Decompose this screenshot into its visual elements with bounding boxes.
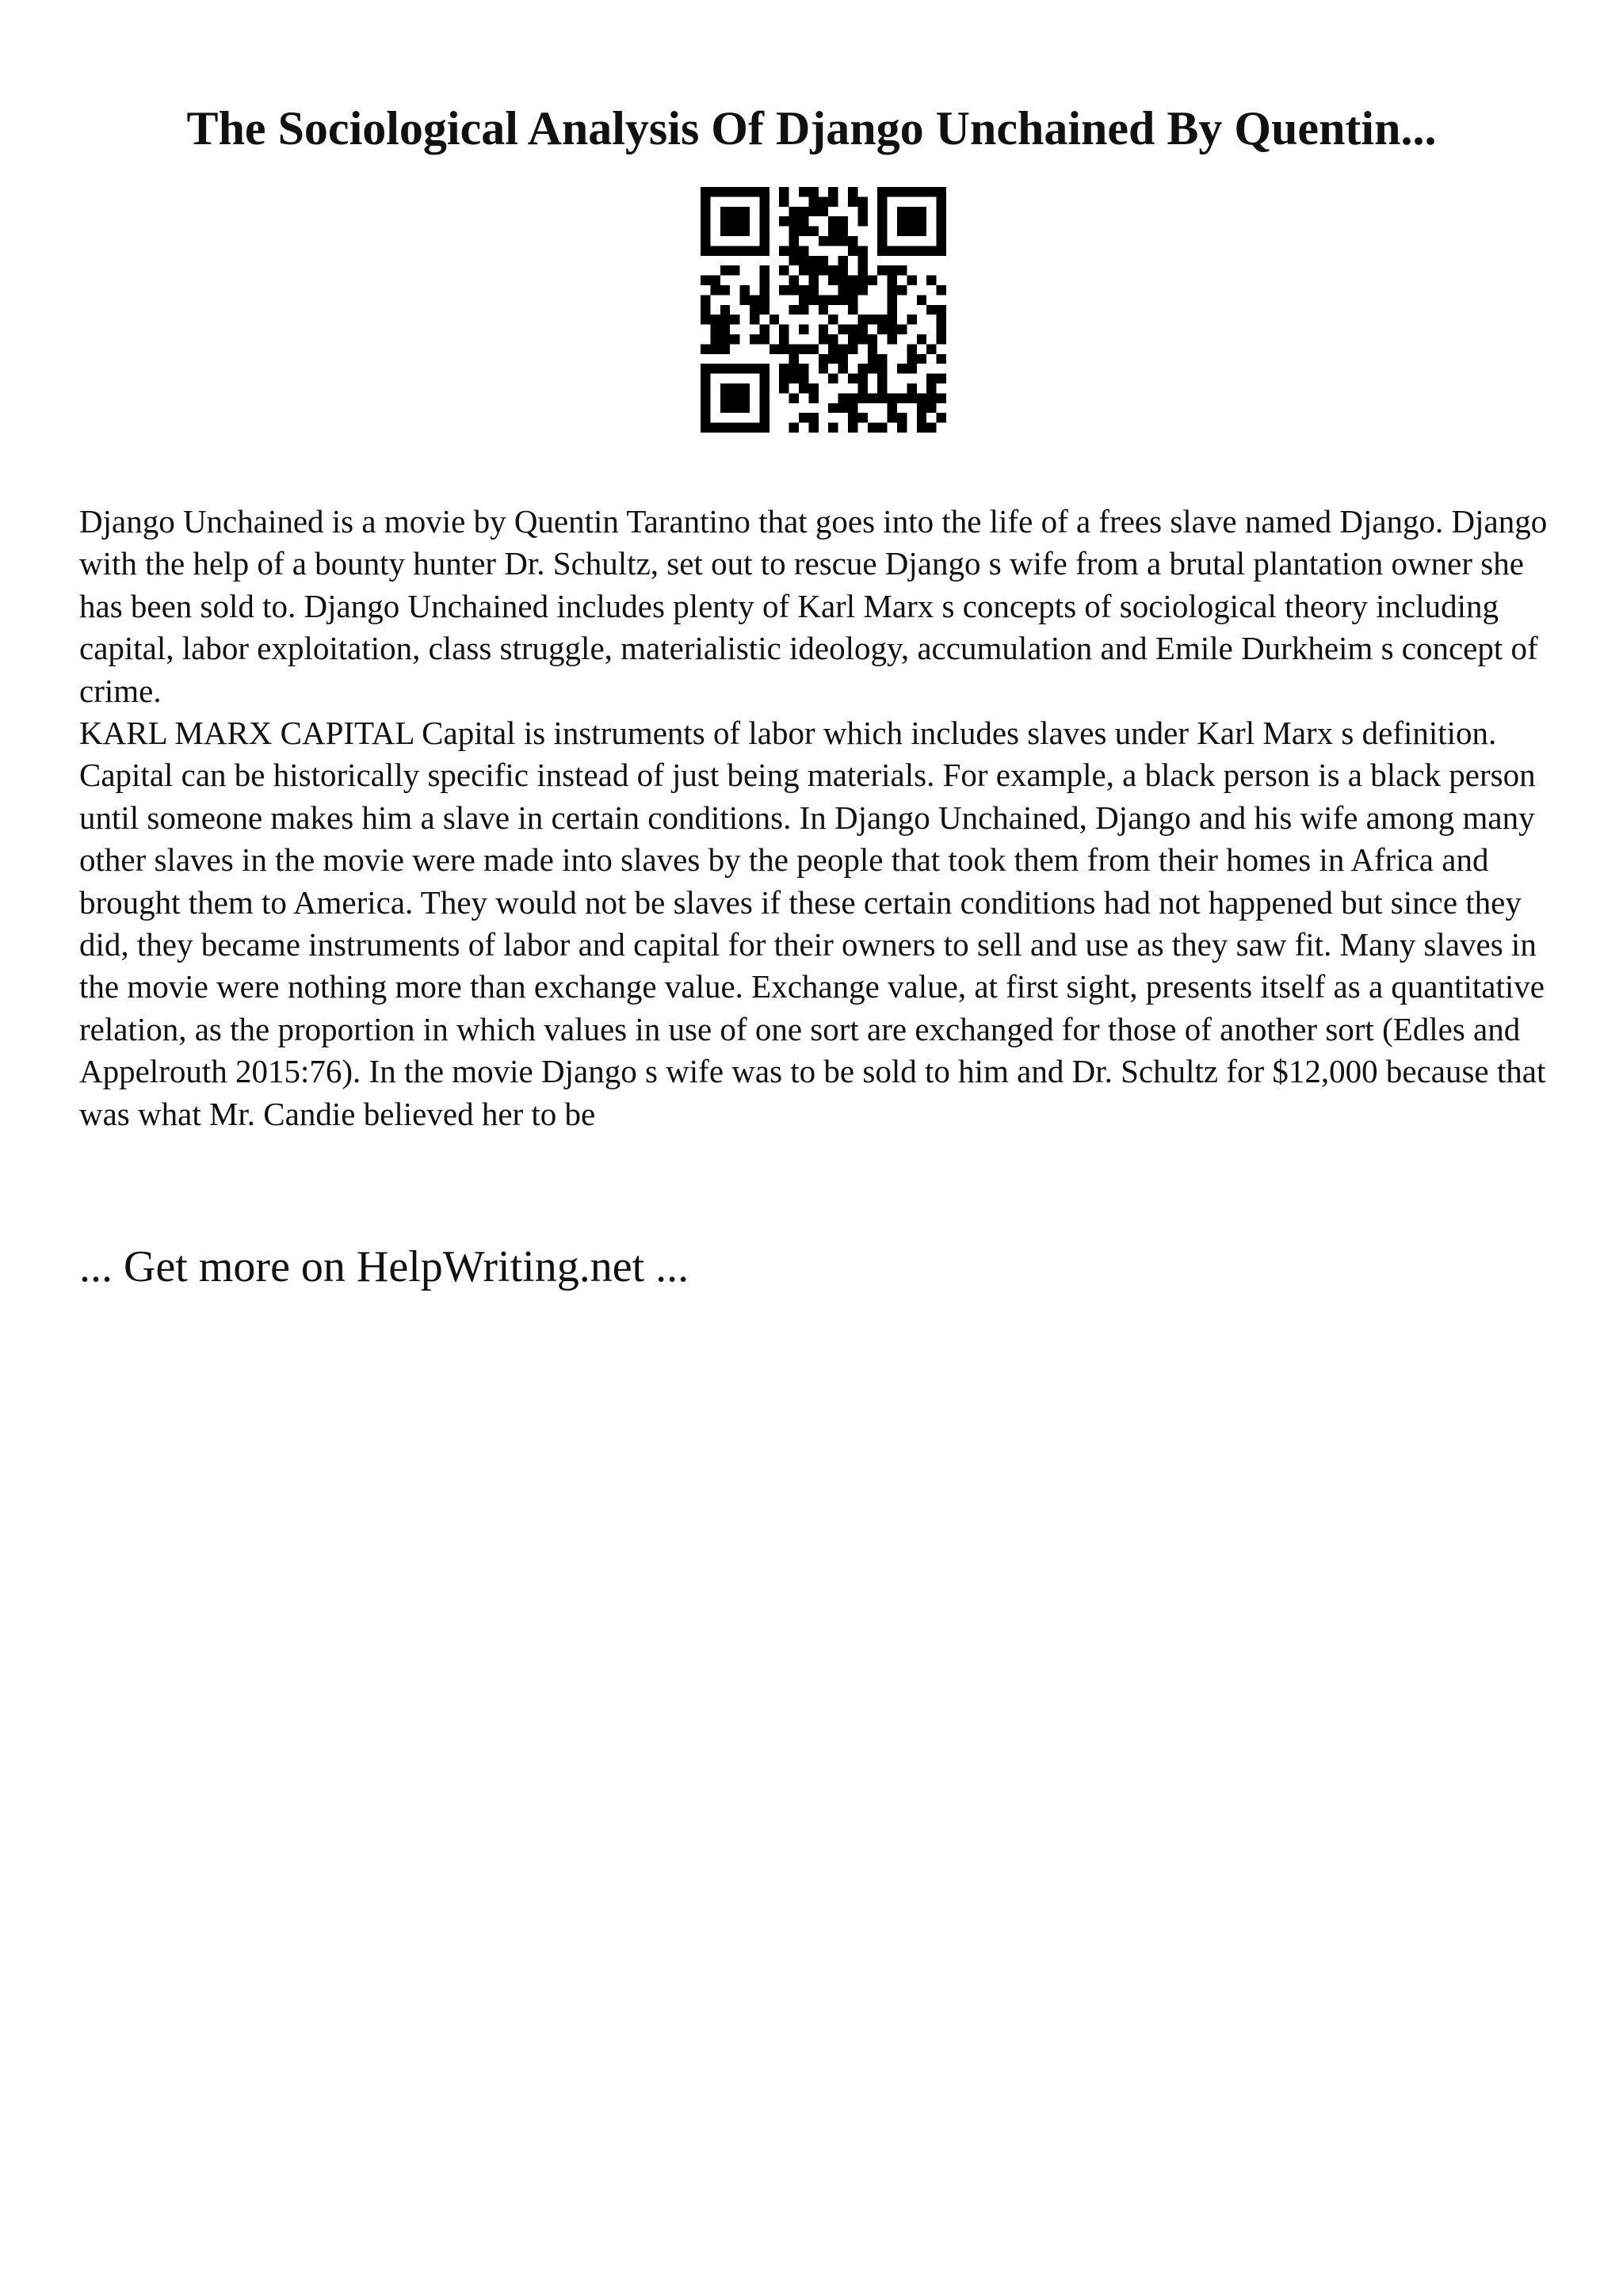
qr-code-icon [701,187,946,433]
document-title: The Sociological Analysis Of Django Unchained By Quentin... [186,102,1437,154]
paragraph-intro: Django Unchained is a movie by Quentin Tarantino that goes into the life of a frees slave named Django. Django with the help of a bounty hunter Dr. Schultz, set out to rescue Django s wife from a brutal plantation owner she has been sold to. Django Unchained includes plenty of Karl Marx s concepts of sociological theory including capital, labor exploitation, class struggle, materialistic ideology, accumulation and Emile Durkheim s concept of crime. [79,503,1548,709]
paragraph-capital: KARL MARX CAPITAL Capital is instruments of labor which includes slaves under Karl Marx s definition. Capital can be historically specific instead of just being materials. For example, a black person is a black person until someone makes him a slave in certain conditions. In Django Unchained, Django and his wife among many other slaves in the movie were made into slaves by the people that took them from their homes in Africa and brought them to America. They would not be slaves if these certain conditions had not happened but since they did, they became instruments of labor and capital for their owners to sell and use as they saw fit. Many slaves in the movie were nothing more than exchange value. Exchange value, at first sight, presents itself as a quantitative relation, as the proportion in which values in use of one sort are exchanged for those of another sort (Edles and Appelrouth 2015:76). In the movie Django s wife was to be sold to him and Dr. Schultz for $12,000 because that was what Mr. Candie believed her to be [79,715,1546,1132]
document-body [79,501,1553,1135]
get-more-link[interactable]: ... Get more on HelpWriting.net ... [79,1242,689,1291]
